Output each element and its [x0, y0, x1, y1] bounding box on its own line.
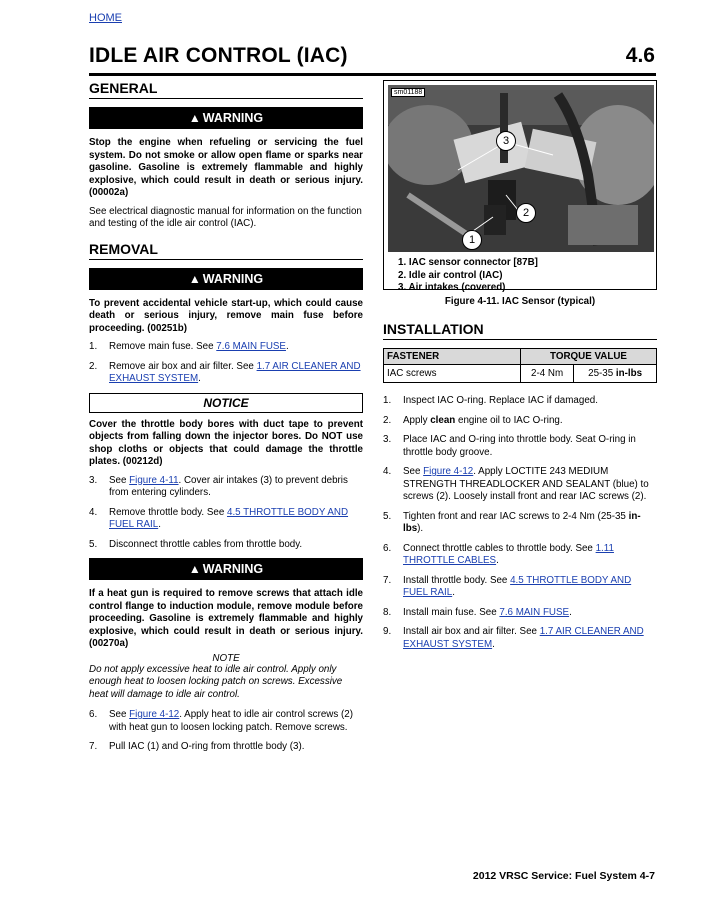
- list-item: 5. Tighten front and rear IAC screws to 2-4 Nm (25-35 in-lbs).: [383, 510, 641, 534]
- list-item: 3. Place IAC and O-ring into throttle body. Seat O-ring in throttle body groove.: [383, 434, 636, 458]
- table-cell: 2-4 Nm: [521, 365, 574, 383]
- note-text: Do not apply excessive heat to idle air control. Apply only enough heat to loosen locking patch on screws. Excessive heat will damage to idle air control.: [89, 663, 343, 700]
- list-item: 2. Apply clean engine oil to IAC O-ring.: [383, 414, 563, 426]
- list-item: 6. See Figure 4-12. Apply heat to idle air control screws (2) with heat gun to loosen locking patch. Remove screws.: [89, 709, 353, 733]
- air-cleaner-link[interactable]: 1.7 AIR CLEANER AND EXHAUST SYSTEM: [109, 360, 361, 384]
- warning-banner: [89, 268, 363, 290]
- throttle-body-link[interactable]: 4.5 THROTTLE BODY AND FUEL RAIL: [109, 506, 349, 530]
- figure-tag: sm01188: [391, 88, 425, 97]
- general-heading: GENERAL: [89, 80, 363, 99]
- page-title: IDLE AIR CONTROL (IAC): [89, 44, 348, 67]
- notice-text: Cover the throttle body bores with duct tape to prevent objects from falling down the injector bores. Do NOT use shop cloths or objects that could damage the throttle plates. (00212d): [89, 418, 363, 467]
- throttle-body-link[interactable]: 4.5 THROTTLE BODY AND FUEL RAIL: [403, 574, 632, 598]
- warning-banner: [89, 107, 363, 129]
- list-item: 8. Install main fuse. See 7.6 MAIN FUSE.: [383, 606, 572, 618]
- engine-photo-illustration: [388, 85, 654, 252]
- note-label: NOTE: [212, 652, 240, 664]
- warning-triangle-icon: ▲: [188, 271, 201, 286]
- warning-label: WARNING: [202, 271, 264, 286]
- figure-4-11-link[interactable]: Figure 4-11: [129, 474, 179, 486]
- warning-banner: [89, 558, 363, 580]
- title-rule: [89, 73, 656, 76]
- warning-label: WARNING: [202, 562, 264, 576]
- figure-caption: Figure 4-11. IAC Sensor (typical): [444, 296, 596, 307]
- list-item: 4. See Figure 4-12. Apply LOCTITE 243 MEDIUM STRENGTH THREADLOCKER AND SEALANT (blue) to screws (2). Loosely install front and rear IAC screws (2).: [383, 466, 649, 502]
- legend-item: 1. IAC sensor connector [87B]: [398, 257, 538, 268]
- list-item: 7. Install throttle body. See 4.5 THROTTLE BODY AND FUEL RAIL.: [383, 574, 632, 598]
- table-row: [384, 365, 657, 383]
- callout-1: 1: [462, 230, 482, 250]
- warning-triangle-icon: ▲: [188, 111, 201, 125]
- fastener-table: [383, 348, 657, 383]
- figure-4-12-link[interactable]: Figure 4-12: [129, 709, 180, 720]
- table-header: TORQUE VALUE: [521, 349, 657, 365]
- figure-legend: [398, 257, 538, 295]
- removal-steps: [89, 341, 363, 386]
- main-fuse-link[interactable]: 7.6 MAIN FUSE: [216, 341, 286, 352]
- list-item: 4. Remove throttle body. See 4.5 THROTTLE BODY AND FUEL RAIL.: [89, 506, 349, 530]
- iac-sensor-photo: [388, 85, 654, 252]
- removal-steps-cont: [89, 475, 363, 552]
- main-fuse-link[interactable]: 7.6 MAIN FUSE: [499, 606, 570, 618]
- list-item: 6. Connect throttle cables to throttle body. See 1.11 THROTTLE CABLES.: [383, 542, 614, 566]
- legend-item: 3. Air intakes (covered): [398, 282, 506, 293]
- list-item: 1. Remove main fuse. See 7.6 MAIN FUSE.: [89, 341, 289, 352]
- removal-steps-end: [89, 709, 363, 754]
- table-cell: 25-35 in-lbs: [574, 365, 657, 383]
- installation-steps: [383, 395, 657, 651]
- figure-4-12-link[interactable]: Figure 4-12: [423, 466, 474, 477]
- warning-text: Stop the engine when refueling or servicing the fuel system. Do not smoke or allow open flame or sparks near gasoline. Gasoline is extremely flammable and highly explosive, which could result in death or serious injury. (00002a): [89, 137, 363, 198]
- removal-heading: REMOVAL: [89, 241, 363, 260]
- callout-3: 3: [496, 131, 516, 151]
- list-item: 2. Remove air box and air filter. See 1.7 AIR CLEANER AND EXHAUST SYSTEM.: [89, 360, 361, 384]
- warning-label: WARNING: [202, 111, 264, 125]
- general-body: See electrical diagnostic manual for information on the function and testing of the idle air control (IAC).: [89, 205, 362, 229]
- list-item: 7. Pull IAC (1) and O-ring from throttle body (3).: [89, 741, 305, 752]
- notice-banner: NOTICE: [89, 393, 363, 413]
- callout-2: 2: [516, 203, 536, 223]
- list-item: 3. See Figure 4-11. Cover air intakes (3) to prevent debris from entering cylinders.: [89, 474, 348, 498]
- warning-text: To prevent accidental vehicle start-up, which could cause death or serious injury, remove main fuse before proceeding. (00251b): [89, 297, 363, 334]
- warning-text: If a heat gun is required to remove screws that attach idle control flange to induction module, remove module before proceeding. Gasoline is extremely flammable and highly explosive, which could result in death or serious injury. (00270a): [89, 588, 363, 649]
- section-number: 4.6: [625, 44, 655, 67]
- installation-heading: INSTALLATION: [383, 321, 657, 340]
- list-item: 9. Install air box and air filter. See 1.7 AIR CLEANER AND EXHAUST SYSTEM.: [383, 626, 644, 650]
- warning-triangle-icon: ▲: [188, 562, 201, 576]
- right-column: [383, 80, 657, 658]
- legend-item: 2. Idle air control (IAC): [398, 269, 503, 281]
- page-footer: 2012 VRSC Service: Fuel System 4-7: [472, 870, 655, 882]
- figure-4-11: [383, 80, 657, 293]
- list-item: 5. Disconnect throttle cables from throttle body.: [89, 538, 303, 550]
- table-cell: IAC screws: [384, 365, 521, 383]
- left-column: [89, 80, 363, 761]
- list-item: 1. Inspect IAC O-ring. Replace IAC if damaged.: [383, 395, 598, 406]
- home-link[interactable]: HOME: [89, 12, 122, 24]
- table-header: FASTENER: [384, 349, 521, 365]
- air-cleaner-link[interactable]: 1.7 AIR CLEANER AND EXHAUST SYSTEM: [403, 626, 644, 650]
- throttle-cables-link[interactable]: 1.11 THROTTLE CABLES: [403, 542, 614, 566]
